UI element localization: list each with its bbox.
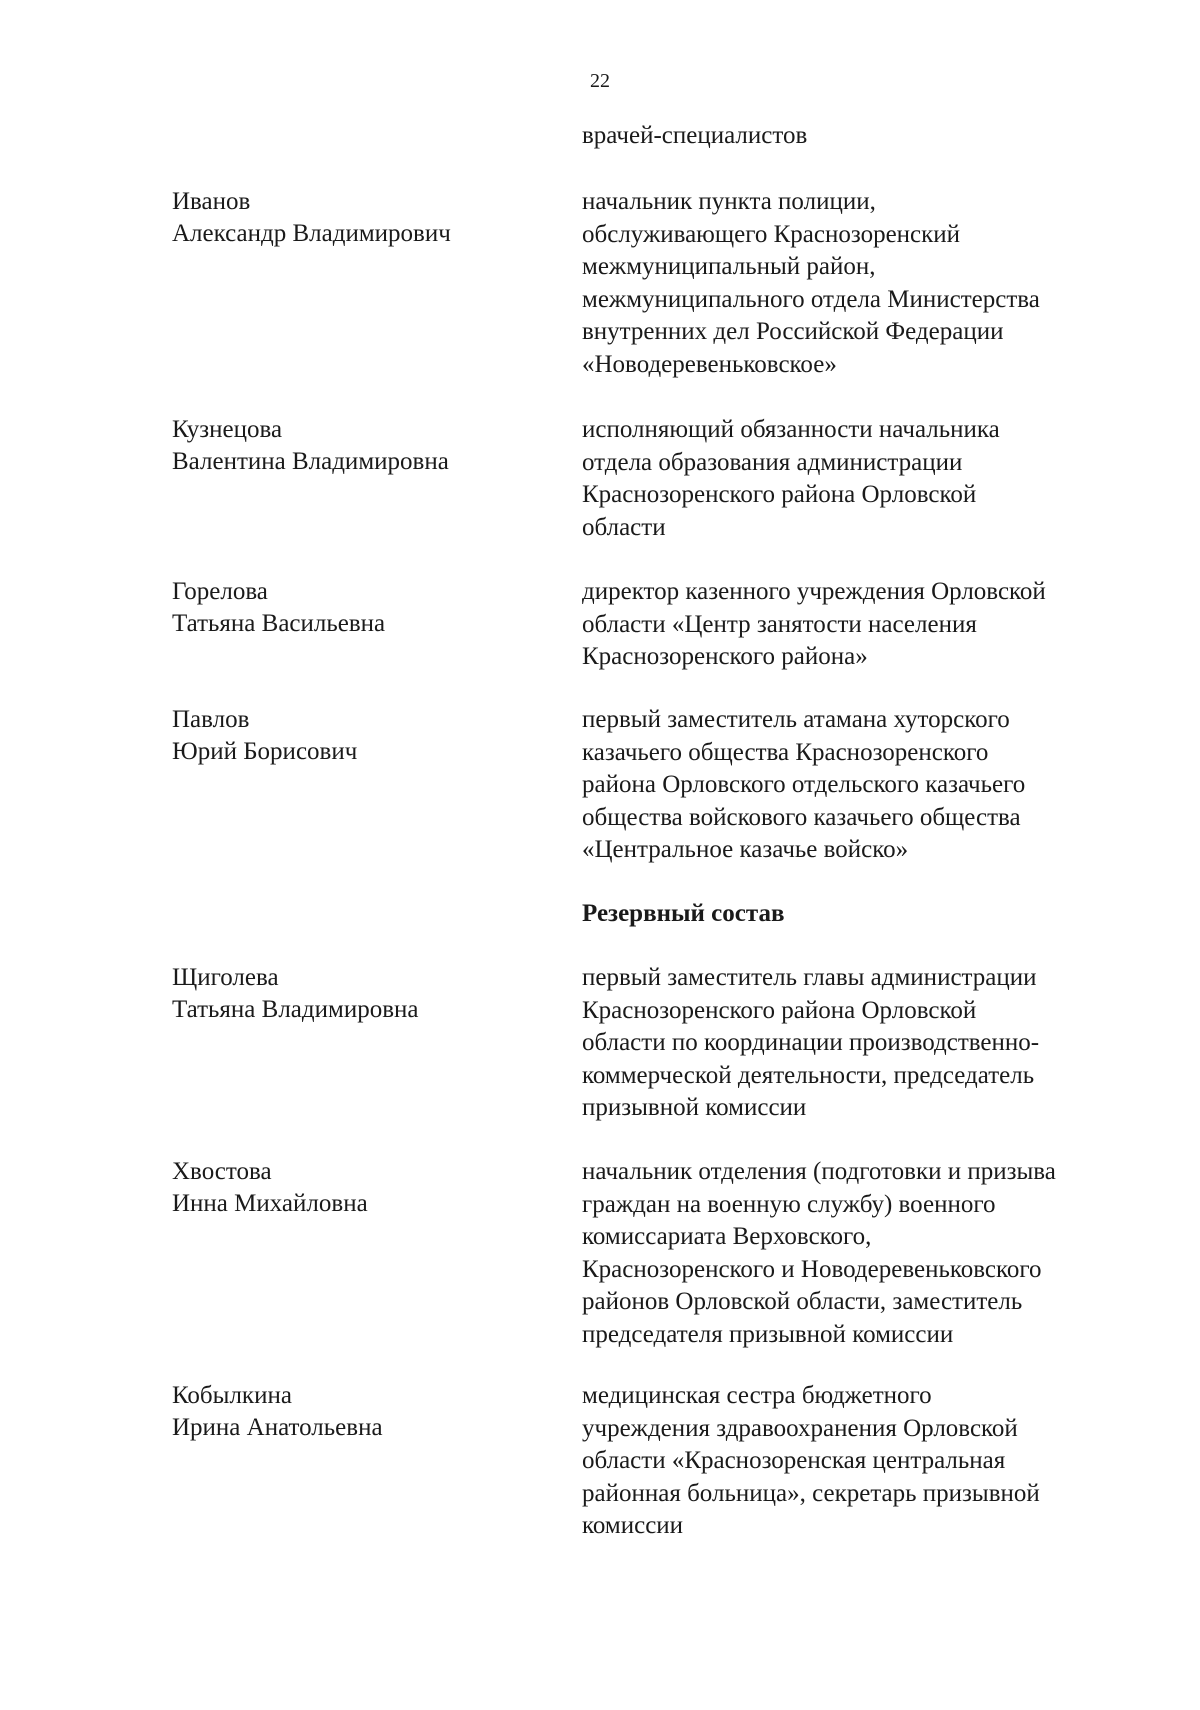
page-number: 22 [590, 70, 610, 92]
member-position: начальник пункта полиции, обслуживающего Краснозоренский межмуниципальный район, межмуниципального отдела Министерства внутренних дел Российской Федерации «Новодеревеньковское» [582, 188, 1040, 378]
member-given-names: Юрий Борисович [172, 738, 358, 765]
member-surname: Кобылкина [172, 1382, 292, 1409]
member-position: исполняющий обязанности начальника отдела образования администрации Краснозоренского района Орловской области [582, 416, 1000, 541]
member-given-names: Валентина Владимировна [172, 448, 449, 475]
member-given-names: Татьяна Васильевна [172, 610, 386, 637]
member-position: первый заместитель главы администрации Краснозоренского района Орловской области по координации производственно- коммерческой деятельности, председатель призывной комиссии [582, 964, 1040, 1121]
member-position: первый заместитель атамана хуторского казачьего общества Краснозоренского района Орловского отдельского казачьего общества войскового казачьего общества «Центральное казачье войско» [582, 706, 1026, 863]
member-position: начальник отделения (подготовки и призыва граждан на военную службу) военного комиссариата Верховского, Краснозоренского и Новодеревеньковского районов Орловской области, заместитель председателя призывной комиссии [582, 1158, 1056, 1348]
member-surname: Хвостова [172, 1158, 272, 1185]
member-surname: Щиголева [172, 964, 279, 991]
member-surname: Павлов [172, 706, 250, 733]
continuation-text: врачей-специалистов [582, 122, 808, 149]
member-surname: Горелова [172, 578, 268, 605]
reserve-heading: Резервный состав [582, 900, 785, 927]
member-surname: Иванов [172, 188, 251, 215]
member-given-names: Ирина Анатольевна [172, 1414, 383, 1441]
member-position: директор казенного учреждения Орловской области «Центр занятости населения Краснозоренского района» [582, 578, 1046, 670]
member-given-names: Татьяна Владимировна [172, 996, 419, 1023]
member-given-names: Инна Михайловна [172, 1190, 368, 1217]
member-surname: Кузнецова [172, 416, 283, 443]
member-position: медицинская сестра бюджетного учреждения здравоохранения Орловской области «Краснозоренская центральная районная больница», секретарь призывной комиссии [582, 1382, 1040, 1539]
member-given-names: Александр Владимирович [172, 220, 451, 247]
